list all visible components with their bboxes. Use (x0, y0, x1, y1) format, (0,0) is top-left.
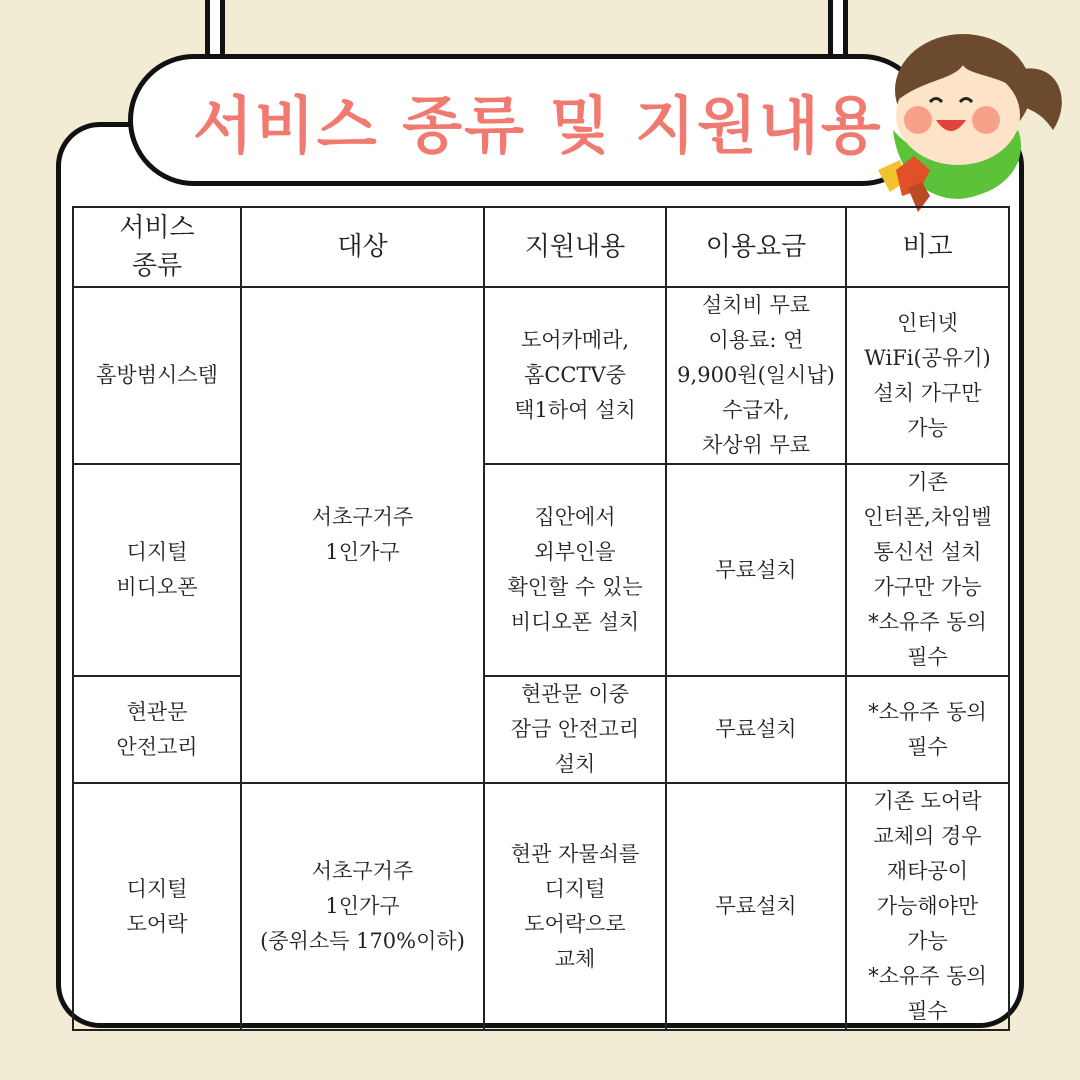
table-row (73, 783, 1009, 1030)
table-row (73, 676, 1009, 783)
cell-support: 집안에서 외부인을 확인할 수 있는 비디오폰 설치 (484, 464, 666, 676)
cell-service-type: 홈방범시스템 (73, 287, 241, 464)
header-fee: 이용요금 (666, 207, 846, 287)
service-table (72, 206, 1010, 1031)
cell-target: 서초구거주 1인가구 (241, 287, 484, 783)
cell-fee: 무료설치 (666, 464, 846, 676)
cell-support: 현관문 이중 잠금 안전고리 설치 (484, 676, 666, 783)
header-service-type: 서비스 종류 (73, 207, 241, 287)
title-banner (128, 54, 928, 186)
cell-note: *소유주 동의 필수 (846, 676, 1009, 783)
header-target: 대상 (241, 207, 484, 287)
table-row (73, 464, 1009, 676)
cell-service-type: 디지털 비디오폰 (73, 464, 241, 676)
girl-character-icon (868, 20, 1068, 220)
cell-support: 현관 자물쇠를 디지털 도어락으로 교체 (484, 783, 666, 1030)
cell-support: 도어카메라, 홈CCTV중 택1하여 설치 (484, 287, 666, 464)
cell-fee: 무료설치 (666, 676, 846, 783)
cell-note: 기존 도어락 교체의 경우 재타공이 가능해야만 가능 *소유주 동의 필수 (846, 783, 1009, 1030)
header-note: 비고 (846, 207, 1009, 287)
table-row (73, 287, 1009, 464)
cell-note: 기존 인터폰,차임벨 통신선 설치 가구만 가능 *소유주 동의 필수 (846, 464, 1009, 676)
cell-fee: 설치비 무료 이용료: 연 9,900원(일시납) 수급자, 차상위 무료 (666, 287, 846, 464)
header-support: 지원내용 (484, 207, 666, 287)
table-header-row (73, 207, 1009, 287)
cell-target: 서초구거주 1인가구 (중위소득 170%이하) (241, 783, 484, 1030)
cell-service-type: 디지털 도어락 (73, 783, 241, 1030)
cell-service-type: 현관문 안전고리 (73, 676, 241, 783)
page-title: 서비스 종류 및 지원내용 (193, 88, 883, 162)
cell-fee: 무료설치 (666, 783, 846, 1030)
cell-note: 인터넷 WiFi(공유기) 설치 가구만 가능 (846, 287, 1009, 464)
